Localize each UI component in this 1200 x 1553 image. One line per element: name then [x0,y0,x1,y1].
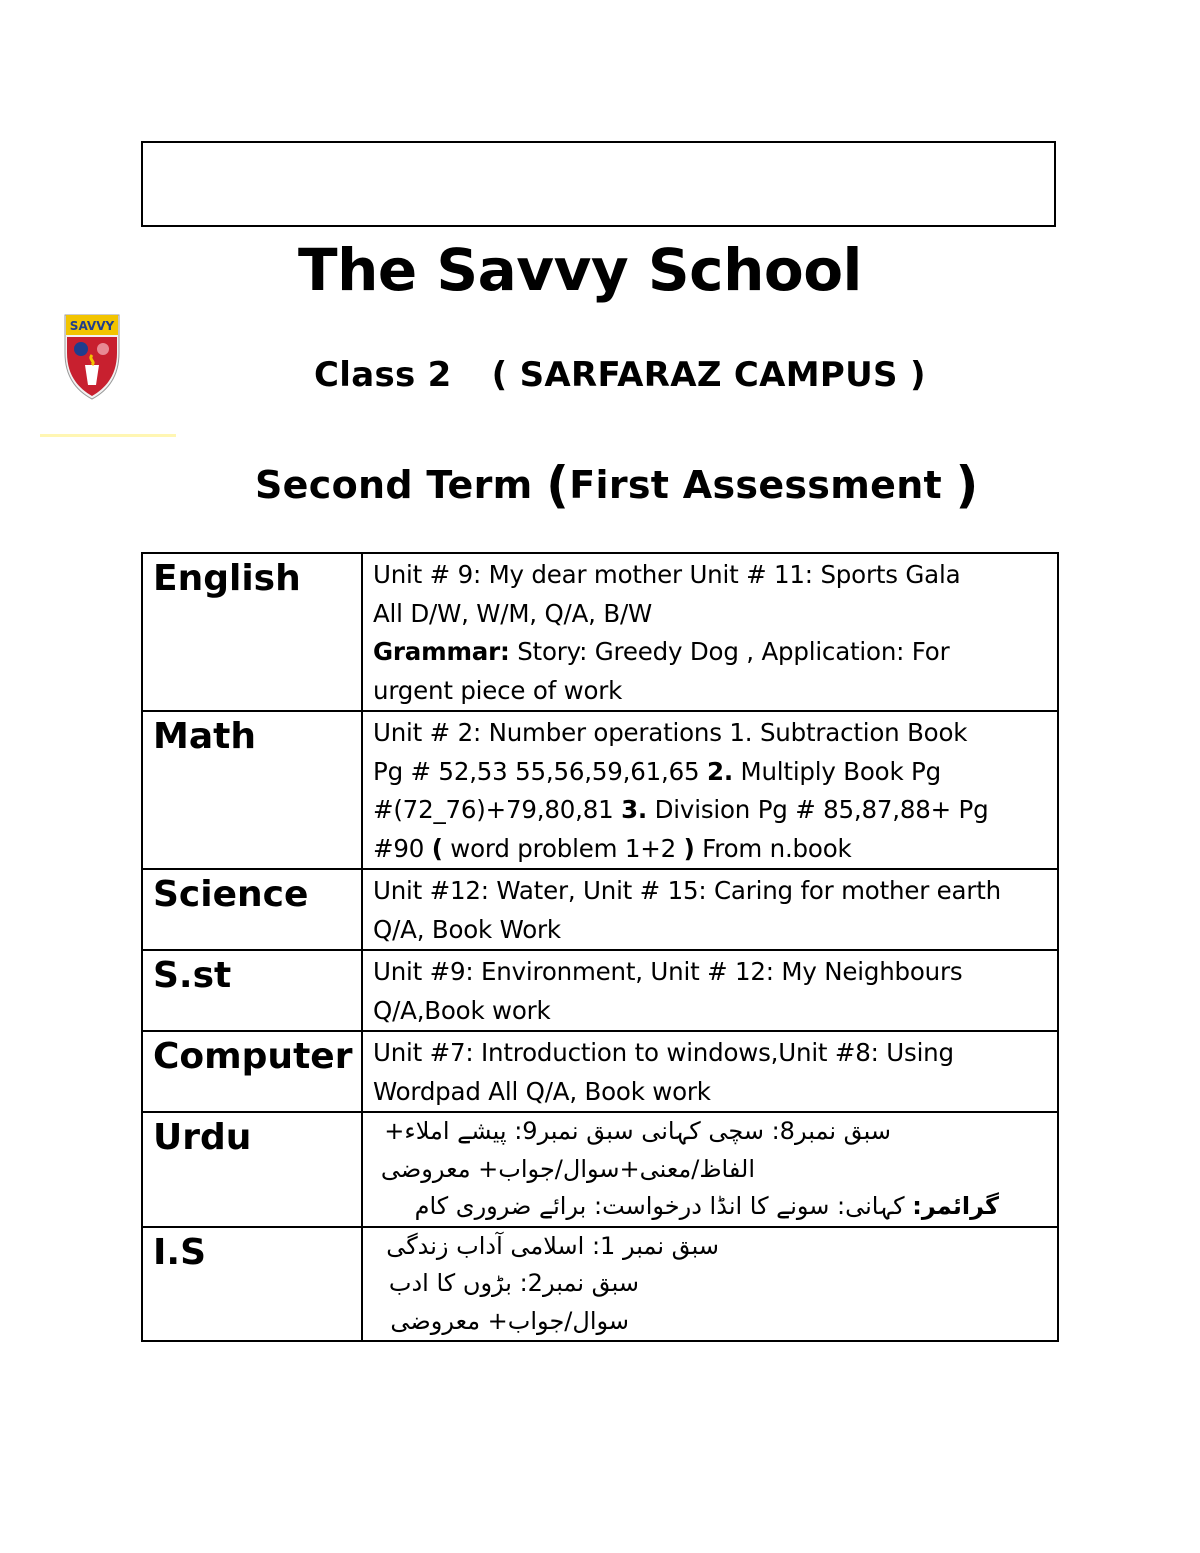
grammar-label: گرائمر: [912,1192,999,1220]
detail-line: سبق نمبر8: سچی کہانی سبق نمبر9: پیشے املاء+ [384,1117,891,1145]
table-row-math [142,711,1058,869]
detail-line: urgent piece of work [373,675,623,705]
subject-details [362,1031,1058,1112]
campus-name: SARFARAZ CAMPUS [519,355,898,395]
table-row-sst [142,950,1058,1031]
grammar-text: کہانی: سونے کا انڈا درخواست: برائے ضروری کام [414,1192,913,1220]
syllabus-table [141,552,1059,1342]
subject-details [362,553,1058,711]
grammar-label: Grammar: [373,637,510,666]
detail-line: Unit # 2: Number operations 1. Subtraction Book [373,718,968,747]
detail-line [373,633,1051,672]
detail-number: 3. [621,795,648,824]
table-row-english [142,553,1058,711]
detail-line: Q/A,Book work [373,995,551,1025]
class-label: Class 2 [314,355,452,395]
logo-text: SAVVY [69,319,115,333]
detail-paren: ( [431,833,443,863]
detail-line [373,791,1051,830]
header-empty-box [141,141,1056,227]
table-row-urdu [142,1112,1058,1227]
school-logo-icon [63,293,121,401]
detail-text: Pg # 52,53 55,56,59,61,65 [373,756,707,786]
class-heading: Class 2 ( SARFARAZ CAMPUS ) [314,355,926,395]
term-heading: Second Term (First Assessment ) [255,456,979,514]
detail-text: #(72_76)+79,80,81 [373,795,622,824]
detail-text: #90 [373,833,432,863]
detail-line: Unit # 9: My dear mother Unit # 11: Sports Gala [373,560,961,589]
subject-name: Math [142,711,362,869]
detail-paren: ) [683,833,695,863]
subject-name: S.st [142,950,362,1031]
subject-name: English [142,553,362,711]
detail-text: Division Pg # 85,87,88+ Pg [647,795,989,824]
detail-line: All D/W, W/M, Q/A, B/W [373,598,653,628]
school-title: The Savvy School [298,236,862,304]
logo-emblem-right [97,343,109,355]
subject-name: Science [142,869,362,950]
detail-text: From n.book [694,833,852,863]
subject-details [362,711,1058,869]
table-row-science [142,869,1058,950]
detail-line [373,1188,999,1226]
grammar-text: Story: Greedy Dog , Application: For [509,637,950,666]
subject-details [362,1227,1058,1342]
logo-underline [40,434,176,437]
detail-line: سبق نمبر 1: اسلامی آداب زندگی [386,1231,719,1260]
detail-line [373,830,1051,869]
detail-line: Q/A, Book Work [373,914,561,944]
subject-name: Computer [142,1031,362,1112]
detail-text: word problem 1+2 [442,833,684,863]
subject-name: I.S [142,1227,362,1342]
subject-name: Urdu [142,1112,362,1227]
detail-number: 2. [706,756,733,786]
detail-line: Wordpad All Q/A, Book work [373,1076,711,1106]
term-label: Second Term [255,463,533,507]
subject-details [362,950,1058,1031]
detail-line: Unit #12: Water, Unit # 15: Caring for mother earth [373,876,1001,905]
detail-line: سوال/جواب+ معروضی [390,1306,629,1335]
assessment-label: First Assessment [569,463,943,507]
table-row-computer [142,1031,1058,1112]
detail-line: Unit #9: Environment, Unit # 12: My Neighbours [373,957,963,986]
detail-line: الفاظ/معنی+سوال/جواب+ معروضی [380,1154,755,1183]
subject-details [362,1112,1058,1227]
detail-line: سبق نمبر2: بڑوں کا ادب [388,1269,639,1297]
detail-line: Unit #7: Introduction to windows,Unit #8: Using [373,1038,954,1067]
subject-details [362,869,1058,950]
detail-line [373,753,1051,792]
detail-text: Multiply Book Pg [732,756,941,786]
table-row-is [142,1227,1058,1342]
logo-emblem-left [74,342,88,356]
